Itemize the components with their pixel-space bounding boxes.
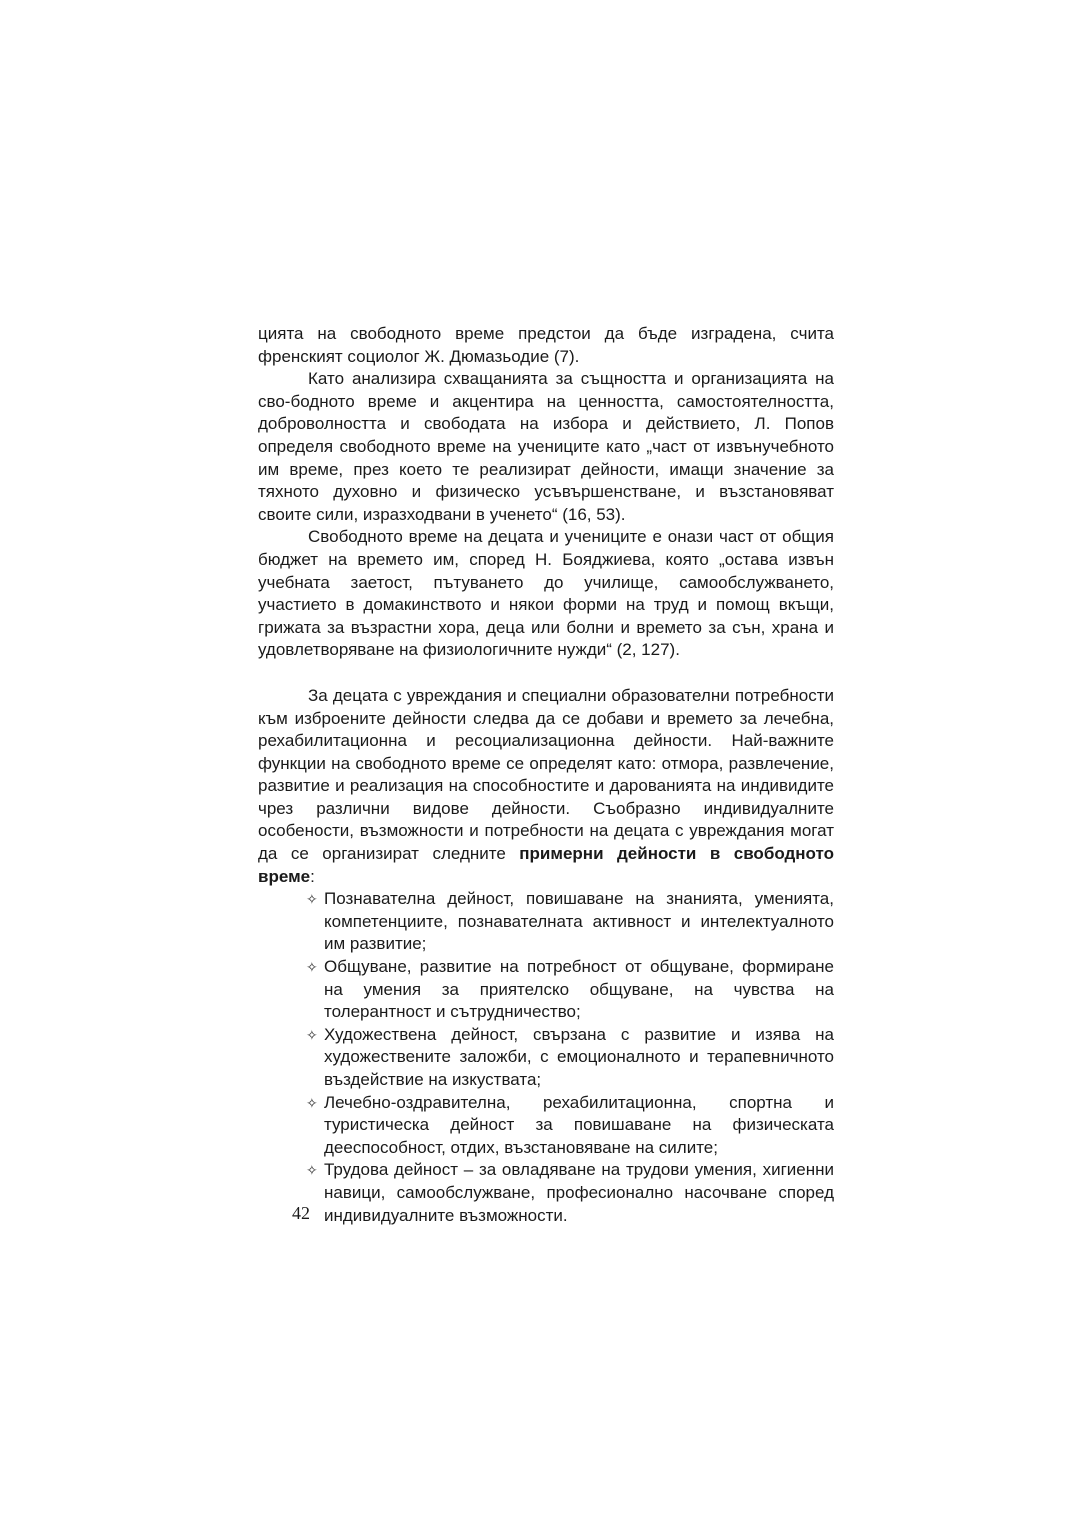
bold-heading-phrase: примерни дейности в свободното време [258,844,834,886]
list-item [306,888,834,956]
list-item-text: Познавателна дейност, повишаване на знанията, уменията, компетенциите, познавателната активност и интелектуалното им развитие; [324,889,834,954]
body-text [258,323,834,1227]
list-item [306,1159,834,1227]
page-number: 42 [292,1203,310,1223]
list-item-text: Общуване, развитие на потребност от общуване, формиране на умения за приятелско общуване, на чувства на толерантност и сътрудничество; [324,957,834,1022]
star-bullet-icon: ✧ [306,891,318,908]
activities-list [258,888,834,1227]
star-bullet-icon: ✧ [306,1094,318,1111]
list-item [306,1024,834,1092]
list-item-text: Лечебно-оздравителна, рехабилитационна, спортна и туристическа дейност за повишаване на физическата дееспособност, отдих, възстановяване на силите; [324,1092,834,1157]
paragraph-boyadzhieva: Свободното време на децата и учениците е онази част от общия бюджет на времето им, според Н. Бояджиева, която „остава извън учебната заетост, пътуването до училище, самообслужването, участието в домакинството и някои форми на труд и помощ вкъщи, грижата за възрастни хора, деца или болни и времето за сън, храна и удовлетворяване на физиологичните нужди“ (2, 127). [258,527,834,660]
paragraph-special-needs-text: За децата с увреждания и специални образователни потребности към изброените дейности следва да се добави и времето за лечебна, рехабилитационна и ресоциализационна дейности. Най-важните функции на свободното време се определят като: отмора, развлечение, развитие и реализация на способностите и дарованията на индивидите чрез различни видове дейности. Съобразно индивидуалните особености, възможности и потребности на децата с увреждания могат да се организират следните [258,685,834,864]
star-bullet-icon: ✧ [306,1162,318,1179]
list-item [306,956,834,1024]
list-item-text: Трудова дейност – за овладяване на трудови умения, хигиенни навици, самообслужване, професионално насочване според индивидуалните възможности. [324,1160,834,1225]
paragraph-special-needs [258,685,834,888]
star-bullet-icon: ✧ [306,1026,318,1043]
list-item-text: Художествена дейност, свързана с развитие и изява на художествените заложби, с емоционалното и терапевничното въздействие на изкуствата; [324,1024,834,1089]
bold-heading-suffix: : [310,866,315,886]
paragraph-popov: Като анализира схващанията за същността и организацията на сво-бодното време и акцентира на ценността, самостоятелността, доброволността и свободата на избора и действието, Л. Попов определя свободното време на учениците като „част от извънучебното им време, през което те реализират дейности, имащи значение за тяхното духовно и физическо усъвършенстване, и възстановяват своите сили, изразходвани в ученето“ (16, 53). [258,369,834,524]
paragraph-continuation: цията на свободното време предстои да бъде изградена, счита френският социолог Ж. Дюмазьодие (7). [258,324,834,366]
list-item [306,1092,834,1160]
star-bullet-icon: ✧ [306,959,318,976]
